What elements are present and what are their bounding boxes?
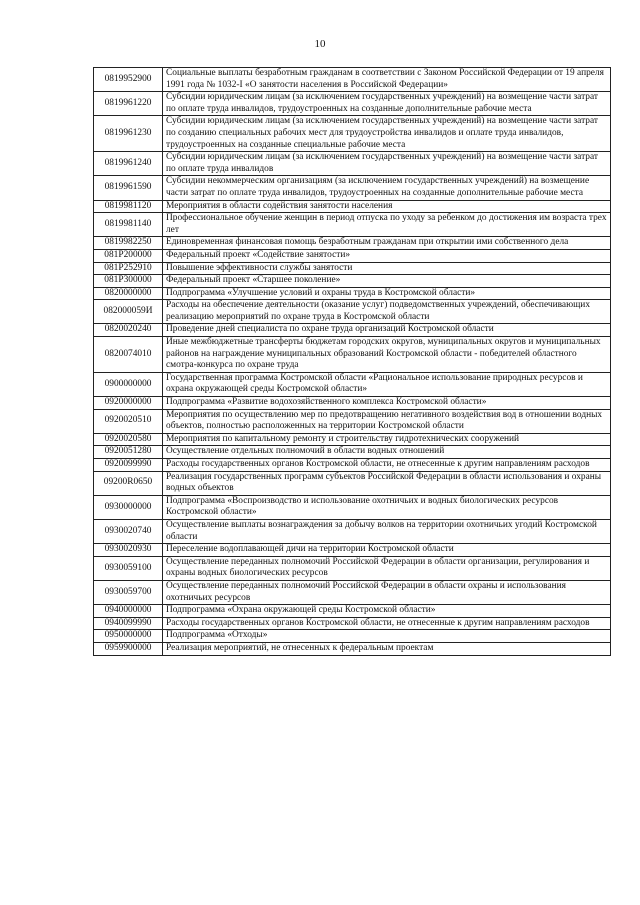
table-row: [94, 519, 611, 543]
row-code-cell: 0819961240: [94, 152, 163, 176]
row-code-cell: 0819981120: [94, 200, 163, 213]
budget-classification-table: [93, 67, 611, 656]
row-code-cell: 0819981140: [94, 213, 163, 237]
row-name-cell: Осуществление выплаты вознаграждения за добычу волков на территории охотничьих угодий Костромской области: [163, 519, 611, 543]
table-row: [94, 433, 611, 446]
row-code-cell: 081P300000: [94, 275, 163, 288]
row-name-cell: Социальные выплаты безработным гражданам в соответствии с Законом Российской Федерации от 19 апреля 1991 года № 1032-I «О занятости населения в Российской Федерации»: [163, 68, 611, 92]
table-row: [94, 617, 611, 630]
table-row: [94, 544, 611, 557]
row-name-cell: Проведение дней специалиста по охране труда организаций Костромской области: [163, 324, 611, 337]
row-code-cell: 0940099990: [94, 617, 163, 630]
row-code-cell: 0930000000: [94, 495, 163, 519]
row-name-cell: Мероприятия в области содействия занятости населения: [163, 200, 611, 213]
table-row: [94, 249, 611, 262]
row-code-cell: 0820020240: [94, 324, 163, 337]
row-name-cell: Иные межбюджетные трансферты бюджетам городских округов, муниципальных округов и муниципальных районов на награждение муниципальных образований Костромской области - победителей областного смотра-конкурса по охране труда: [163, 337, 611, 373]
table-row: [94, 337, 611, 373]
row-code-cell: 0819961230: [94, 116, 163, 152]
table-row: [94, 324, 611, 337]
row-name-cell: Расходы государственных органов Костромской области, не отнесенные к другим направлениям расходов: [163, 617, 611, 630]
table-row: [94, 630, 611, 643]
row-name-cell: Субсидии юридическим лицам (за исключением государственных учреждений) на возмещение части затрат по оплате труда инвалидов, трудоустроенных на созданные дополнительные рабочие места: [163, 92, 611, 116]
table-row: [94, 68, 611, 92]
table-row: [94, 262, 611, 275]
table-row: [94, 495, 611, 519]
row-code-cell: 0940000000: [94, 605, 163, 618]
table-row: [94, 152, 611, 176]
row-name-cell: Переселение водоплавающей дичи на территории Костромской области: [163, 544, 611, 557]
row-name-cell: Осуществление переданных полномочий Российской Федерации в области охраны и использования охотничьих ресурсов: [163, 580, 611, 604]
row-name-cell: Профессиональное обучение женщин в период отпуска по уходу за ребенком до достижения им возраста трех лет: [163, 213, 611, 237]
row-code-cell: 0950000000: [94, 630, 163, 643]
table-body: [94, 68, 611, 656]
row-name-cell: Субсидии юридическим лицам (за исключением государственных учреждений) на возмещение части затрат по созданию специальных рабочих мест для трудоустройства инвалидов и оплате труда инвалидов, трудоустроенных на созданные специальные рабочие места: [163, 116, 611, 152]
row-name-cell: Субсидии некоммерческим организациям (за исключением государственных учреждений) на возмещение части затрат по оплате труда инвалидов, трудоустроенных на созданные дополнительные рабочие места: [163, 176, 611, 200]
table-row: [94, 200, 611, 213]
row-name-cell: Подпрограмма «Улучшение условий и охраны труда в Костромской области»: [163, 287, 611, 300]
row-code-cell: 0930059700: [94, 580, 163, 604]
row-code-cell: 0920020510: [94, 409, 163, 433]
table-row: [94, 92, 611, 116]
table-row: [94, 287, 611, 300]
row-name-cell: Подпрограмма «Развитие водохозяйственного комплекса Костромской области»: [163, 397, 611, 410]
table-row: [94, 372, 611, 396]
row-code-cell: 0819952900: [94, 68, 163, 92]
table-row: [94, 446, 611, 459]
row-code-cell: 081P252910: [94, 262, 163, 275]
table-row: [94, 556, 611, 580]
table-row: [94, 642, 611, 655]
row-code-cell: 0930020740: [94, 519, 163, 543]
page-number: 10: [314, 38, 326, 50]
table-row: [94, 213, 611, 237]
table-row: [94, 471, 611, 495]
row-name-cell: Реализация государственных программ субъектов Российской Федерации в области использования и охраны водных объектов: [163, 471, 611, 495]
table-row: [94, 176, 611, 200]
row-code-cell: 082000059И: [94, 300, 163, 324]
row-code-cell: 0959900000: [94, 642, 163, 655]
row-code-cell: 0820000000: [94, 287, 163, 300]
row-name-cell: Осуществление переданных полномочий Российской Федерации в области организации, регулирования и охраны водных биологических ресурсов: [163, 556, 611, 580]
table-row: [94, 605, 611, 618]
table-row: [94, 397, 611, 410]
row-name-cell: Осуществление отдельных полномочий в области водных отношений: [163, 446, 611, 459]
row-name-cell: Единовременная финансовая помощь безработным гражданам при открытии ими собственного дела: [163, 237, 611, 250]
row-code-cell: 0819961220: [94, 92, 163, 116]
row-name-cell: Расходы на обеспечение деятельности (оказание услуг) подведомственных учреждений, обеспечивающих реализацию мероприятий по охране труда в Костромской области: [163, 300, 611, 324]
row-code-cell: 0920051280: [94, 446, 163, 459]
table-row: [94, 409, 611, 433]
table-row: [94, 116, 611, 152]
table-row: [94, 459, 611, 472]
row-name-cell: Мероприятия по осуществлению мер по предотвращению негативного воздействия вод в отношении водных объектов, полностью расположенных на территории Костромской области: [163, 409, 611, 433]
row-name-cell: Подпрограмма «Охрана окружающей среды Костромской области»: [163, 605, 611, 618]
table-row: [94, 275, 611, 288]
table-row: [94, 237, 611, 250]
row-name-cell: Подпрограмма «Воспроизводство и использование охотничьих и водных биологических ресурсов Костромской области»: [163, 495, 611, 519]
table-row: [94, 580, 611, 604]
row-code-cell: 0920000000: [94, 397, 163, 410]
row-name-cell: Субсидии юридическим лицам (за исключением государственных учреждений) на возмещение части затрат по оплате труда инвалидов: [163, 152, 611, 176]
row-code-cell: 0930020930: [94, 544, 163, 557]
row-code-cell: 0819961590: [94, 176, 163, 200]
row-name-cell: Реализация мероприятий, не отнесенных к федеральным проектам: [163, 642, 611, 655]
row-code-cell: 0819982250: [94, 237, 163, 250]
row-name-cell: Федеральный проект «Старшее поколение»: [163, 275, 611, 288]
row-code-cell: 0930059100: [94, 556, 163, 580]
row-code-cell: 081P200000: [94, 249, 163, 262]
row-name-cell: Повышение эффективности службы занятости: [163, 262, 611, 275]
row-name-cell: Государственная программа Костромской области «Рациональное использование природных ресурсов и охрана окружающей среды Костромской области»: [163, 372, 611, 396]
row-code-cell: 0900000000: [94, 372, 163, 396]
row-name-cell: Расходы государственных органов Костромской области, не отнесенные к другим направлениям расходов: [163, 459, 611, 472]
row-code-cell: 0920099990: [94, 459, 163, 472]
row-code-cell: 09200R0650: [94, 471, 163, 495]
row-name-cell: Федеральный проект «Содействие занятости»: [163, 249, 611, 262]
table-row: [94, 300, 611, 324]
row-name-cell: Подпрограмма «Отходы»: [163, 630, 611, 643]
row-code-cell: 0820074010: [94, 337, 163, 373]
row-code-cell: 0920020580: [94, 433, 163, 446]
row-name-cell: Мероприятия по капитальному ремонту и строительству гидротехнических сооружений: [163, 433, 611, 446]
